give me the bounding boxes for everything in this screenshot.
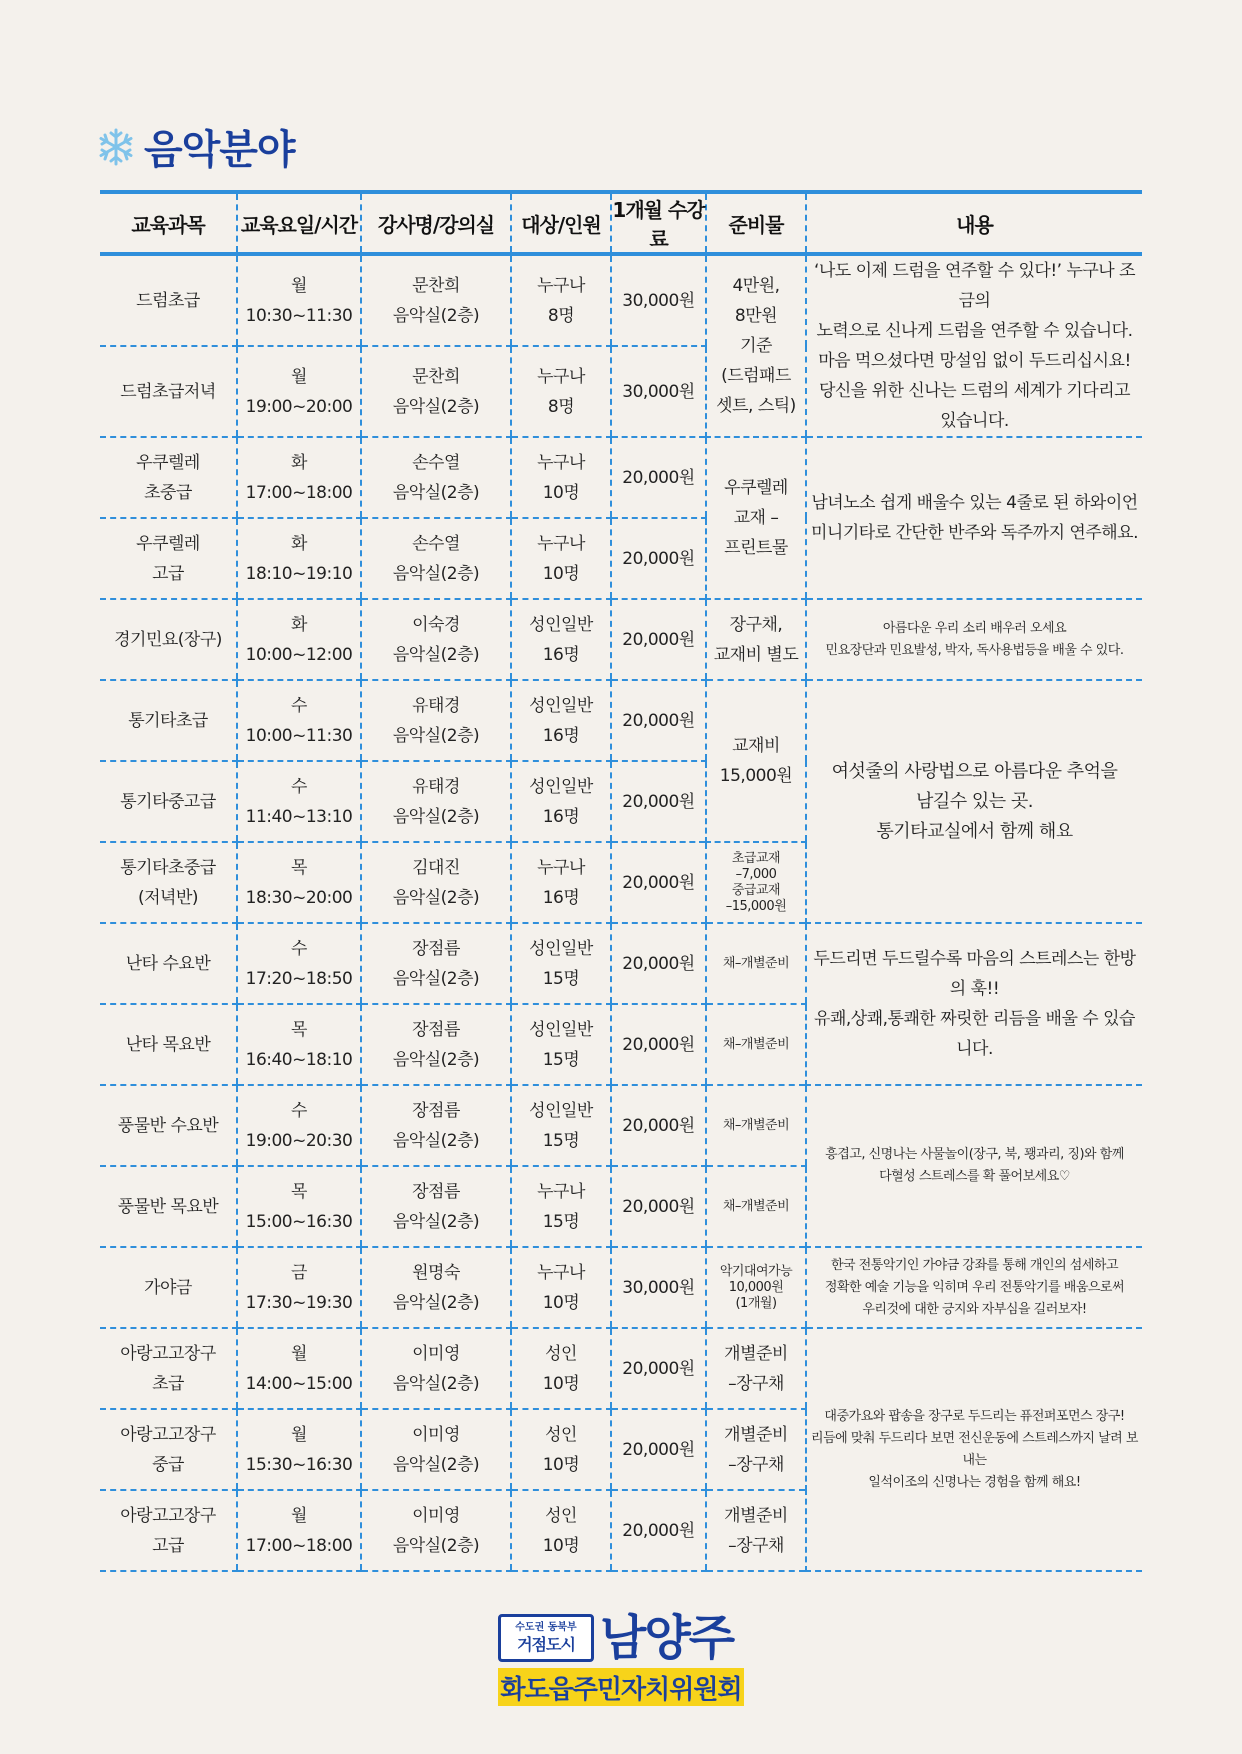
header-subject: 교육과목: [100, 192, 237, 254]
fee-cell: 20,000원: [611, 1085, 706, 1166]
target-cell: 성인 10명: [511, 1409, 611, 1490]
instructor-cell: 문찬희 음악실(2층): [361, 346, 511, 437]
instructor-cell: 장점름 음악실(2층): [361, 923, 511, 1004]
instructor-cell: 원명숙 음악실(2층): [361, 1247, 511, 1328]
content-cell: 한국 전통악기인 가야금 강좌를 통해 개인의 섬세하고 정확한 예술 기능을 익히며 우리 전통악기를 배움으로써 우리것에 대한 긍지와 자부심을 길러보자!: [806, 1247, 1142, 1328]
section-header: [96, 118, 295, 175]
target-cell: 누구나 8명: [511, 346, 611, 437]
subject-cell: 경기민요(장구): [100, 599, 237, 680]
logo-badge-line2: 거점도시: [517, 1635, 575, 1654]
logo-org-name: 화도읍주민자치위원회: [498, 1668, 744, 1706]
prep-cell: 우쿠렐레 교재 – 프린트물: [706, 437, 806, 599]
table-row: [100, 254, 1142, 346]
fee-cell: 20,000원: [611, 1490, 706, 1571]
target-cell: 누구나 10명: [511, 518, 611, 599]
instructor-cell: 손수열 음악실(2층): [361, 437, 511, 518]
prep-cell: 채–개별준비: [706, 923, 806, 1004]
target-cell: 성인일반 16명: [511, 680, 611, 761]
subject-cell: 아랑고고장구 중급: [100, 1409, 237, 1490]
schedule-cell: 수 10:00~11:30: [237, 680, 361, 761]
schedule-cell: 월 17:00~18:00: [237, 1490, 361, 1571]
header-schedule: 교육요일/시간: [237, 192, 361, 254]
header-content: 내용: [806, 192, 1142, 254]
logo-badge: [498, 1614, 594, 1662]
target-cell: 성인일반 16명: [511, 761, 611, 842]
fee-cell: 20,000원: [611, 599, 706, 680]
subject-cell: 아랑고고장구 고급: [100, 1490, 237, 1571]
snowflake-icon: [96, 127, 136, 167]
schedule-cell: 화 17:00~18:00: [237, 437, 361, 518]
schedule-cell: 월 15:30~16:30: [237, 1409, 361, 1490]
table-row: [100, 437, 1142, 518]
instructor-cell: 이숙경 음악실(2층): [361, 599, 511, 680]
target-cell: 성인 10명: [511, 1490, 611, 1571]
prep-cell: 개별준비 –장구채: [706, 1328, 806, 1409]
schedule-cell: 월 19:00~20:00: [237, 346, 361, 437]
instructor-cell: 이미영 음악실(2층): [361, 1409, 511, 1490]
table-row: [100, 599, 1142, 680]
table-row: [100, 680, 1142, 761]
subject-cell: 통기타중고급: [100, 761, 237, 842]
schedule-cell: 목 18:30~20:00: [237, 842, 361, 923]
header-instructor: 강사명/강의실: [361, 192, 511, 254]
prep-cell: 채–개별준비: [706, 1166, 806, 1247]
instructor-cell: 유태경 음악실(2층): [361, 761, 511, 842]
target-cell: 성인일반 15명: [511, 1085, 611, 1166]
subject-cell: 드럼초급저녁: [100, 346, 237, 437]
schedule-cell: 수 17:20~18:50: [237, 923, 361, 1004]
instructor-cell: 이미영 음악실(2층): [361, 1328, 511, 1409]
table-header-row: [100, 192, 1142, 254]
subject-cell: 풍물반 수요반: [100, 1085, 237, 1166]
table-row: [100, 1085, 1142, 1166]
prep-cell: 교재비 15,000원: [706, 680, 806, 842]
instructor-cell: 김대진 음악실(2층): [361, 842, 511, 923]
fee-cell: 20,000원: [611, 761, 706, 842]
target-cell: 누구나 10명: [511, 1247, 611, 1328]
content-cell: 흥겹고, 신명나는 사물놀이(장구, 북, 꽹과리, 징)와 함께 다혈성 스트레스를 확 풀어보세요♡: [806, 1085, 1142, 1247]
fee-cell: 20,000원: [611, 1166, 706, 1247]
schedule-cell: 월 14:00~15:00: [237, 1328, 361, 1409]
instructor-cell: 장점름 음악실(2층): [361, 1085, 511, 1166]
logo-badge-line1: 수도권 동북부: [515, 1622, 577, 1633]
subject-cell: 통기타초중급 (저녁반): [100, 842, 237, 923]
subject-cell: 난타 수요반: [100, 923, 237, 1004]
schedule-cell: 화 10:00~12:00: [237, 599, 361, 680]
fee-cell: 30,000원: [611, 254, 706, 346]
prep-cell: 개별준비 –장구채: [706, 1490, 806, 1571]
content-cell: 두드리면 두드릴수록 마음의 스트레스는 한방의 훅!! 유쾌,상쾌,통쾌한 짜릿한 리듬을 배울 수 있습니다.: [806, 923, 1142, 1085]
subject-cell: 우쿠렐레 초중급: [100, 437, 237, 518]
target-cell: 성인일반 16명: [511, 599, 611, 680]
fee-cell: 30,000원: [611, 346, 706, 437]
fee-cell: 20,000원: [611, 842, 706, 923]
prep-cell: 채–개별준비: [706, 1085, 806, 1166]
target-cell: 성인 10명: [511, 1328, 611, 1409]
course-schedule-table: [100, 190, 1142, 1572]
schedule-cell: 목 16:40~18:10: [237, 1004, 361, 1085]
table-row: [100, 923, 1142, 1004]
schedule-cell: 수 11:40~13:10: [237, 761, 361, 842]
target-cell: 누구나 16명: [511, 842, 611, 923]
instructor-cell: 장점름 음악실(2층): [361, 1004, 511, 1085]
target-cell: 성인일반 15명: [511, 1004, 611, 1085]
fee-cell: 20,000원: [611, 680, 706, 761]
target-cell: 성인일반 15명: [511, 923, 611, 1004]
schedule-cell: 수 19:00~20:30: [237, 1085, 361, 1166]
organization-logo: [498, 1612, 744, 1710]
content-cell: ‘나도 이제 드럼을 연주할 수 있다!’ 누구나 조금의 노력으로 신나게 드럼을 연주할 수 있습니다. 마음 먹으셨다면 망설임 없이 두드리십시요! 당신을 위한 신나는 드럼의 세계가 기다리고 있습니다.: [806, 254, 1142, 437]
prep-cell: 장구채, 교재비 별도: [706, 599, 806, 680]
subject-cell: 우쿠렐레 고급: [100, 518, 237, 599]
content-cell: 대중가요와 팝송을 장구로 두드리는 퓨전퍼포먼스 장구! 리듬에 맞춰 두드리다 보면 전신운동에 스트레스까지 날려 보내는 일석이조의 신명나는 경험을 함께 해요!: [806, 1328, 1142, 1571]
instructor-cell: 문찬희 음악실(2층): [361, 254, 511, 346]
fee-cell: 20,000원: [611, 437, 706, 518]
logo-city-name: 남양주: [600, 1610, 734, 1666]
prep-cell: 4만원, 8만원 기준 (드럼패드 셋트, 스틱): [706, 254, 806, 437]
content-cell: 남녀노소 쉽게 배울수 있는 4줄로 된 하와이언 미니기타로 간단한 반주와 독주까지 연주해요.: [806, 437, 1142, 599]
subject-cell: 드럼초급: [100, 254, 237, 346]
schedule-cell: 금 17:30~19:30: [237, 1247, 361, 1328]
target-cell: 누구나 8명: [511, 254, 611, 346]
prep-cell: 채–개별준비: [706, 1004, 806, 1085]
fee-cell: 20,000원: [611, 1004, 706, 1085]
fee-cell: 20,000원: [611, 1328, 706, 1409]
fee-cell: 30,000원: [611, 1247, 706, 1328]
header-fee: 1개월 수강료: [611, 192, 706, 254]
subject-cell: 난타 목요반: [100, 1004, 237, 1085]
content-cell: 아름다운 우리 소리 배우러 오세요 민요장단과 민요발성, 박자, 독사용법등을 배울 수 있다.: [806, 599, 1142, 680]
schedule-cell: 월 10:30~11:30: [237, 254, 361, 346]
table-row: [100, 1247, 1142, 1328]
target-cell: 누구나 15명: [511, 1166, 611, 1247]
instructor-cell: 장점름 음악실(2층): [361, 1166, 511, 1247]
header-target: 대상/인원: [511, 192, 611, 254]
schedule-cell: 화 18:10~19:10: [237, 518, 361, 599]
subject-cell: 통기타초급: [100, 680, 237, 761]
prep-cell: 초급교재 –7,000 중급교재 –15,000원: [706, 842, 806, 923]
content-cell: 여섯줄의 사랑법으로 아름다운 추억을 남길수 있는 곳. 통기타교실에서 함께 해요: [806, 680, 1142, 923]
subject-cell: 가야금: [100, 1247, 237, 1328]
prep-cell: 악기대여가능 10,000원 (1개월): [706, 1247, 806, 1328]
prep-cell: 개별준비 –장구채: [706, 1409, 806, 1490]
instructor-cell: 유태경 음악실(2층): [361, 680, 511, 761]
instructor-cell: 이미영 음악실(2층): [361, 1490, 511, 1571]
page-title: 음악분야: [144, 127, 295, 173]
target-cell: 누구나 10명: [511, 437, 611, 518]
fee-cell: 20,000원: [611, 923, 706, 1004]
fee-cell: 20,000원: [611, 518, 706, 599]
instructor-cell: 손수열 음악실(2층): [361, 518, 511, 599]
subject-cell: 아랑고고장구 초급: [100, 1328, 237, 1409]
subject-cell: 풍물반 목요반: [100, 1166, 237, 1247]
schedule-cell: 목 15:00~16:30: [237, 1166, 361, 1247]
header-prep: 준비물: [706, 192, 806, 254]
fee-cell: 20,000원: [611, 1409, 706, 1490]
table-row: [100, 1328, 1142, 1409]
